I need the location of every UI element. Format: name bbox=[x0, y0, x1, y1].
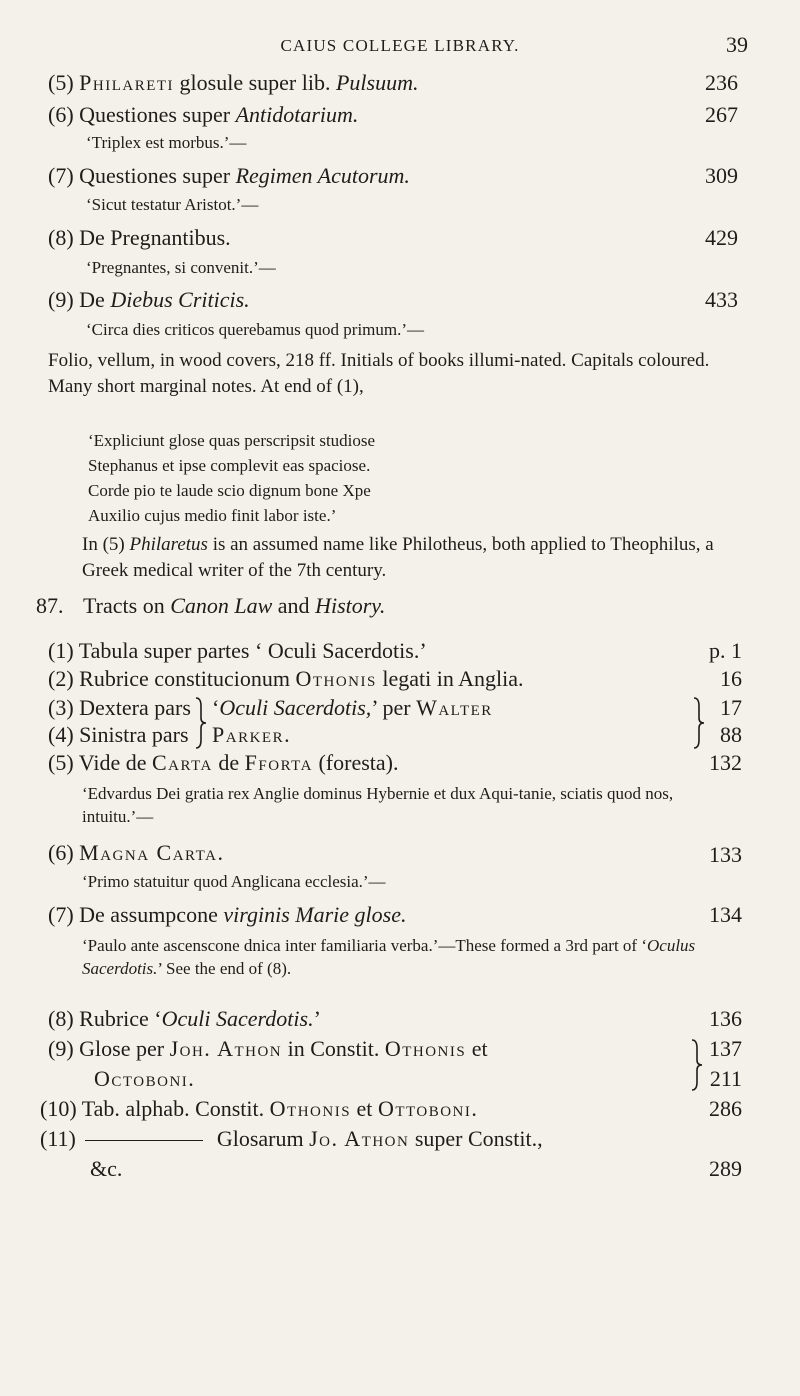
entry-title: Glose per bbox=[79, 1036, 165, 1061]
entry-number: (3) bbox=[48, 695, 74, 720]
entry-title: De bbox=[79, 287, 105, 312]
author: Walter bbox=[416, 695, 493, 720]
entry-number: (1) bbox=[48, 638, 74, 663]
entry-page: 134 bbox=[709, 902, 742, 927]
colophon-line: Stephanus et ipse complevit eas spaciose. bbox=[88, 456, 371, 475]
entry-title: et bbox=[356, 1096, 373, 1121]
left-brace bbox=[194, 696, 208, 750]
entry-title: De assumpcone bbox=[79, 902, 218, 927]
entry-title: De Pregnantibus. bbox=[79, 225, 231, 250]
entry-smallcaps: Ottoboni. bbox=[377, 1096, 479, 1121]
entry-6 bbox=[48, 102, 358, 128]
entry-title: de bbox=[218, 750, 240, 775]
incipit: ‘Primo statuitur quod Anglicana ecclesia.’— bbox=[82, 872, 386, 891]
entry-smallcaps: Magna Carta. bbox=[79, 840, 225, 865]
entry-smallcaps: Octoboni. bbox=[94, 1066, 196, 1091]
right-brace bbox=[692, 696, 706, 750]
entry-page: 16 bbox=[720, 666, 742, 691]
entry-title-italic: Pulsuum. bbox=[335, 70, 419, 95]
note-italic: Philaretus bbox=[129, 534, 208, 555]
note-text: is an assumed name like Philotheus, both applied to Theophilus, a Greek medical writer of the 7th century. bbox=[82, 534, 714, 581]
entry-page: 136 bbox=[709, 1006, 742, 1031]
tract-10 bbox=[40, 1096, 478, 1122]
entry-number: (7) bbox=[48, 163, 74, 188]
ditto-dash bbox=[85, 1140, 203, 1141]
entry-title-italic: Oculi Sacerdotis, bbox=[219, 695, 372, 720]
philaretus-note bbox=[82, 532, 732, 584]
author: Parker. bbox=[212, 722, 292, 747]
tract-3-4-text-2 bbox=[212, 722, 291, 748]
note-text: In (5) bbox=[82, 534, 125, 555]
tract-2 bbox=[48, 666, 524, 692]
colophon-line: Auxilio cujus medio finit labor iste.’ bbox=[88, 506, 337, 525]
entry-page: 289 bbox=[709, 1156, 742, 1181]
entry-title: Rubrice ‘ bbox=[79, 1006, 162, 1031]
folio-description: Folio, vellum, in wood covers, 218 ff. Initials of books illumi-nated. Capitals coloured. Many short marginal notes. At end of (1), bbox=[48, 350, 710, 397]
entry-title: glosule super lib. bbox=[179, 70, 331, 95]
entry-number: (7) bbox=[48, 902, 74, 927]
entry-smallcaps: Othonis bbox=[384, 1036, 467, 1061]
author: Philareti bbox=[79, 70, 175, 95]
tract-9 bbox=[48, 1036, 488, 1062]
entry-title: Dextera pars bbox=[79, 695, 191, 720]
entry-page: 236 bbox=[705, 70, 738, 95]
entry-page: 429 bbox=[705, 225, 738, 250]
entry-number: (9) bbox=[48, 287, 74, 312]
entry-number: (6) bbox=[48, 840, 74, 865]
entry-title: Tab. alphab. Constit. bbox=[81, 1096, 265, 1121]
colophon bbox=[88, 428, 375, 528]
entry-title: Questiones super bbox=[79, 163, 231, 188]
incipit bbox=[82, 934, 752, 980]
quote-mark: ‘ bbox=[212, 695, 220, 720]
tract-9-cont bbox=[94, 1066, 195, 1092]
incipit-italic: Oculus Sacerdotis. bbox=[82, 936, 696, 978]
incipit-text: ’ See the end of (8). bbox=[157, 959, 292, 978]
entry-title: Rubrice constitucionum bbox=[79, 666, 290, 691]
entry-page: 286 bbox=[709, 1096, 742, 1121]
colophon-line: ‘Expliciunt glose quas perscripsit studiose bbox=[88, 431, 376, 450]
entry-number: (5) bbox=[48, 750, 74, 775]
entry-smallcaps: Carta bbox=[151, 750, 213, 775]
entry-number: (9) bbox=[48, 1036, 74, 1061]
entry-number: (4) bbox=[48, 722, 74, 747]
entry-number: (11) bbox=[40, 1126, 76, 1151]
section-title: Tracts on bbox=[83, 593, 165, 618]
tract-5 bbox=[48, 750, 398, 776]
tract-11-cont: &c. bbox=[90, 1156, 123, 1181]
incipit: ‘Sicut testatur Aristot.’— bbox=[86, 195, 259, 214]
entry-number: (2) bbox=[48, 666, 74, 691]
entry-title: Vide de bbox=[78, 750, 147, 775]
entry-5 bbox=[48, 70, 418, 96]
entry-page: 211 bbox=[709, 1066, 742, 1091]
entry-number: (5) bbox=[48, 70, 74, 95]
tract-8 bbox=[48, 1006, 321, 1032]
entry-page: 132 bbox=[709, 750, 742, 775]
entry-title: ’ bbox=[313, 1006, 321, 1031]
entry-number: (8) bbox=[48, 225, 74, 250]
section-number: 87. bbox=[36, 593, 64, 618]
entry-page: 133 bbox=[709, 842, 742, 867]
tract-6 bbox=[48, 840, 224, 866]
section-title-italic: Canon Law bbox=[170, 593, 273, 618]
tract-11 bbox=[40, 1126, 543, 1152]
entry-smallcaps: Fforta bbox=[244, 750, 313, 775]
colophon-line: Corde pio te laude scio dignum bone Xpe bbox=[88, 481, 371, 500]
entry-title-italic: virginis Marie glose. bbox=[223, 902, 407, 927]
entry-title: (foresta). bbox=[318, 750, 399, 775]
entry-title-italic: Antidotarium. bbox=[235, 102, 359, 127]
entry-smallcaps: Othonis bbox=[269, 1096, 352, 1121]
tract-1 bbox=[48, 638, 427, 664]
entry-title: legati in Anglia. bbox=[382, 666, 524, 691]
incipit: ‘Edvardus Dei gratia rex Anglie dominus Hybernie et dux Aqui-tanie, sciatis quod nos, intuitu.’— bbox=[82, 784, 674, 826]
entry-title-italic: Regimen Acutorum. bbox=[235, 163, 410, 188]
right-brace bbox=[690, 1038, 704, 1092]
tract-7 bbox=[48, 902, 406, 928]
entry-9 bbox=[48, 287, 250, 313]
entry-page: 267 bbox=[705, 102, 738, 127]
entry-page: 137 bbox=[709, 1036, 742, 1061]
entry-title: et bbox=[471, 1036, 488, 1061]
entry-page: 17 bbox=[720, 695, 742, 720]
incipit: ‘Triplex est morbus.’— bbox=[86, 133, 247, 152]
tract-3 bbox=[48, 695, 191, 721]
author: Jo. Athon bbox=[309, 1126, 410, 1151]
entry-title: Glosarum bbox=[216, 1126, 304, 1151]
entry-page: 433 bbox=[705, 287, 738, 312]
entry-smallcaps: Othonis bbox=[295, 666, 377, 691]
incipit-text: ‘Paulo ante ascenscone dnica inter familiaria verba.’—These formed a 3rd part of ‘ bbox=[82, 936, 648, 955]
entry-number: (6) bbox=[48, 102, 74, 127]
incipit: ‘Pregnantes, si convenit.’— bbox=[86, 258, 276, 277]
entry-title: Tabula super partes ‘ Oculi Sacerdotis.’ bbox=[78, 638, 427, 663]
entry-title: in Constit. bbox=[287, 1036, 380, 1061]
entry-7 bbox=[48, 163, 410, 189]
entry-title: Sinistra pars bbox=[79, 722, 189, 747]
entry-title: ’ per bbox=[371, 695, 411, 720]
page-number: 39 bbox=[726, 32, 748, 57]
section-heading bbox=[36, 593, 385, 619]
tract-3-4-text bbox=[212, 695, 493, 721]
entry-title-italic: Diebus Criticis. bbox=[110, 287, 250, 312]
tract-4 bbox=[48, 722, 189, 748]
entry-number: (8) bbox=[48, 1006, 74, 1031]
section-title-italic: History. bbox=[315, 593, 386, 618]
section-title: and bbox=[277, 593, 310, 618]
author: Joh. Athon bbox=[169, 1036, 283, 1061]
entry-title: Questiones super bbox=[79, 102, 231, 127]
entry-8 bbox=[48, 225, 231, 251]
entry-number: (10) bbox=[40, 1096, 77, 1121]
entry-title-italic: Oculi Sacerdotis. bbox=[161, 1006, 314, 1031]
entry-page: 88 bbox=[720, 722, 742, 747]
entry-page: 309 bbox=[705, 163, 738, 188]
running-title: CAIUS COLLEGE LIBRARY. bbox=[280, 36, 520, 55]
incipit: ‘Circa dies criticos querebamus quod primum.’— bbox=[86, 320, 425, 339]
entry-title: super Constit., bbox=[414, 1126, 543, 1151]
entry-page: p. 1 bbox=[709, 638, 742, 663]
